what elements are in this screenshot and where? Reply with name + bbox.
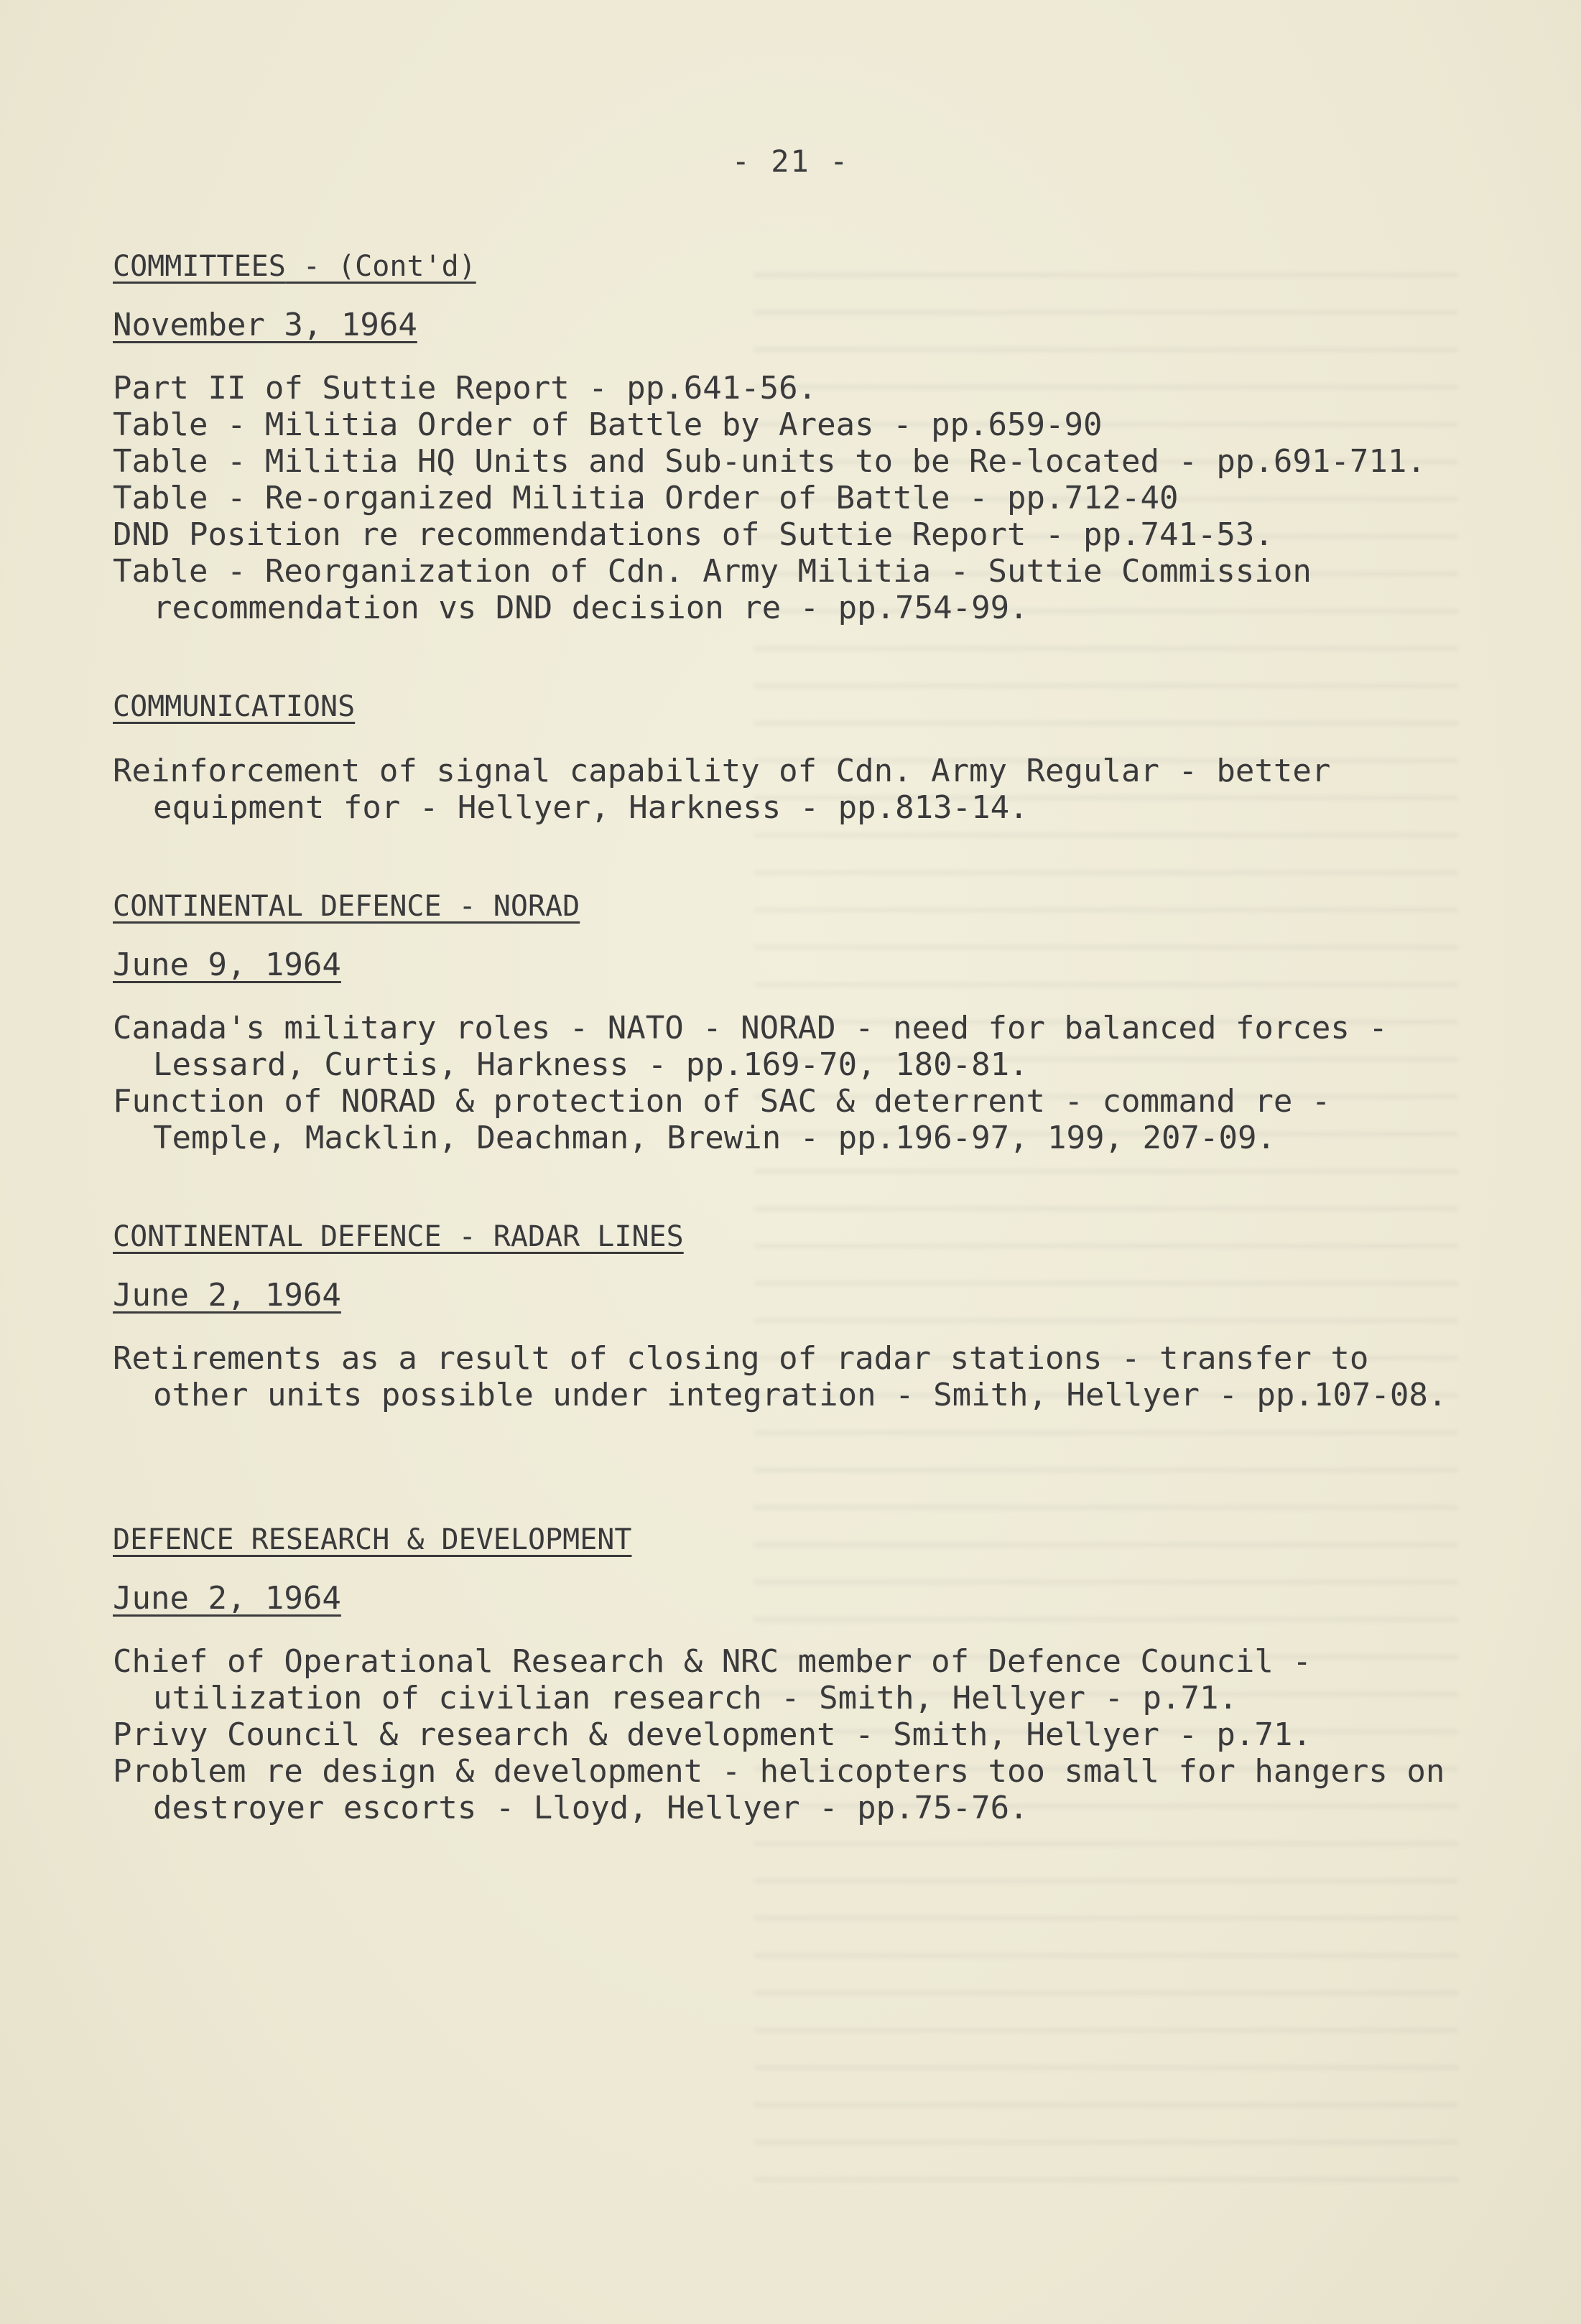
section-committees bbox=[113, 248, 1478, 626]
section-date: November 3, 1964 bbox=[113, 307, 417, 343]
index-entry: Table - Militia HQ Units and Sub-units to be Re-located - pp.691-711. bbox=[113, 443, 1426, 480]
index-entry: DND Position re recommendations of Suttie Report - pp.741-53. bbox=[113, 516, 1274, 553]
index-content bbox=[113, 248, 1478, 1826]
index-entry: Table - Re-organized Militia Order of Battle - pp.712-40 bbox=[113, 480, 1179, 516]
section-date: June 2, 1964 bbox=[113, 1580, 341, 1617]
index-entry: Function of NORAD & protection of SAC & deterrent - command re - Temple, Macklin, Deachman, Brewin - pp.196-97, 199, 207-09. bbox=[113, 1083, 1331, 1156]
section-heading: COMMITTEES bbox=[113, 250, 286, 283]
section-heading-suffix: - (Cont'd) bbox=[285, 250, 476, 283]
section-date: June 2, 1964 bbox=[113, 1277, 341, 1314]
section-heading: COMMUNICATIONS bbox=[113, 690, 356, 723]
index-entry: Retirements as a result of closing of radar stations - transfer to other units possible under integration - Smith, Hellyer - pp.107-08. bbox=[113, 1340, 1447, 1413]
section-continental-defence-norad bbox=[113, 888, 1478, 1156]
page-number: - 21 - bbox=[731, 144, 850, 179]
index-entry: Chief of Operational Research & NRC member of Defence Council - utilization of civilian research - Smith, Hellyer - p.71. bbox=[113, 1643, 1312, 1716]
index-entry: Problem re design & development - helicopters too small for hangers on destroyer escorts - Lloyd, Hellyer - pp.75-76. bbox=[113, 1753, 1445, 1826]
section-continental-defence-radar-lines bbox=[113, 1218, 1478, 1413]
index-entry: Part II of Suttie Report - pp.641-56. bbox=[113, 370, 817, 406]
index-entry: Privy Council & research & development - Smith, Hellyer - p.71. bbox=[113, 1716, 1312, 1753]
index-entry: Canada's military roles - NATO - NORAD - need for balanced forces - Lessard, Curtis, Harkness - pp.169-70, 180-81. bbox=[113, 1010, 1388, 1083]
index-entry: Reinforcement of signal capability of Cdn. Army Regular - better equipment for - Hellyer, Harkness - pp.813-14. bbox=[113, 753, 1331, 826]
section-defence-research-development bbox=[113, 1521, 1478, 1826]
index-entry: Table - Reorganization of Cdn. Army Militia - Suttie Commission recommendation vs DND decision re - pp.754-99. bbox=[113, 553, 1312, 626]
section-date: June 9, 1964 bbox=[113, 947, 341, 983]
section-heading: CONTINENTAL DEFENCE - RADAR LINES bbox=[113, 1220, 684, 1253]
section-heading: DEFENCE RESEARCH & DEVELOPMENT bbox=[113, 1523, 632, 1556]
section-communications bbox=[113, 688, 1478, 826]
index-entry: Table - Militia Order of Battle by Areas - pp.659-90 bbox=[113, 406, 1103, 443]
section-heading: CONTINENTAL DEFENCE - NORAD bbox=[113, 890, 580, 923]
